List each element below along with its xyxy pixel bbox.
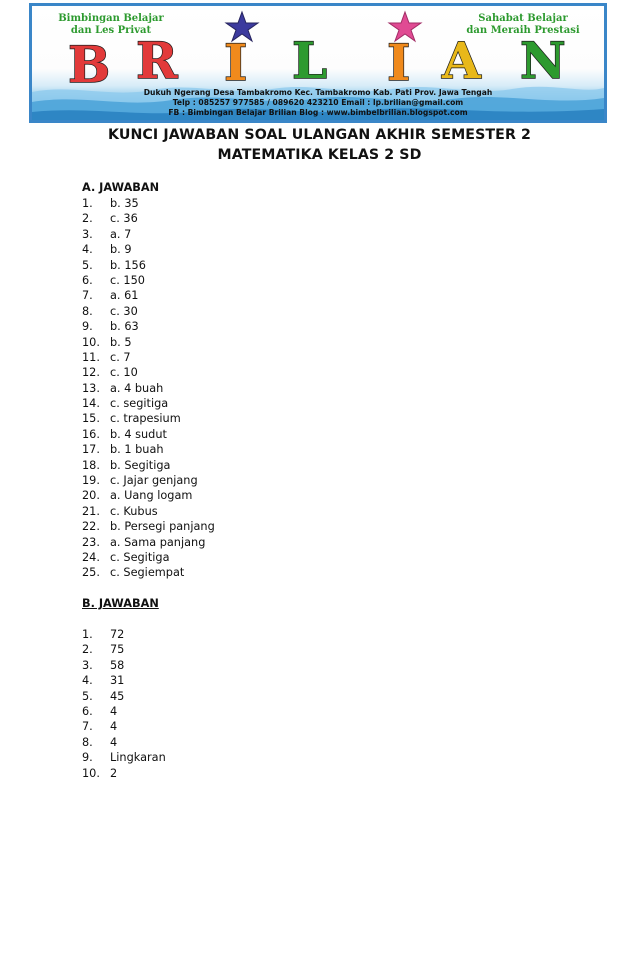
- list-item: [82, 258, 215, 273]
- item-answer: c. 30: [110, 304, 138, 318]
- contact-phone-email: Telp : 085257 977585 / 089620 423210 Email : lp.brilian@gmail.com: [172, 98, 464, 107]
- list-item: [82, 365, 215, 380]
- list-item: [82, 427, 215, 442]
- section-a-answer-list: [82, 196, 215, 581]
- item-number: 19.: [82, 474, 100, 488]
- list-item: [82, 319, 215, 334]
- item-answer: 4: [110, 704, 118, 718]
- brand-letter-i: I: [224, 33, 248, 90]
- list-item: [82, 242, 215, 257]
- item-number: 7.: [82, 720, 93, 734]
- item-answer: a. 61: [110, 289, 139, 303]
- list-item: [82, 396, 215, 411]
- brand-letter-b: B: [68, 35, 111, 90]
- item-answer: b. 156: [110, 258, 146, 272]
- item-number: 1.: [82, 197, 93, 210]
- item-number: 22.: [82, 520, 100, 534]
- list-item: [82, 535, 215, 550]
- list-item: [82, 442, 215, 457]
- tagline-right-line-1: Sahabat Belajar: [478, 13, 568, 24]
- item-number: 20.: [82, 489, 100, 503]
- item-number: 10.: [82, 335, 100, 349]
- item-number: 25.: [82, 566, 100, 580]
- list-item: [82, 381, 215, 396]
- item-number: 21.: [82, 504, 100, 518]
- item-answer: c. Segiempat: [110, 566, 185, 580]
- item-number: 6.: [82, 273, 93, 287]
- item-number: 5.: [82, 689, 93, 703]
- item-answer: 75: [110, 643, 125, 657]
- list-item: [82, 704, 166, 719]
- item-number: 15.: [82, 412, 100, 426]
- brand-letter-l: L: [292, 31, 328, 90]
- item-answer: c. Kubus: [110, 504, 158, 518]
- item-answer: 2: [110, 766, 118, 780]
- item-number: 2.: [82, 212, 93, 226]
- document-subtitle: MATEMATIKA KELAS 2 SD: [217, 147, 422, 163]
- item-answer: 72: [110, 628, 125, 641]
- item-answer: 58: [110, 658, 125, 672]
- item-number: 16.: [82, 427, 100, 441]
- list-item: [82, 304, 215, 319]
- item-answer: c. 10: [110, 366, 138, 380]
- item-answer: c. 7: [110, 350, 131, 364]
- item-answer: 31: [110, 674, 125, 688]
- list-item: [82, 473, 215, 488]
- brand-letter-i-2: I: [387, 33, 411, 90]
- item-answer: 4: [110, 720, 118, 734]
- item-number: 8.: [82, 304, 93, 318]
- list-item: [82, 488, 215, 503]
- list-item: [82, 689, 166, 704]
- item-number: 10.: [82, 766, 100, 780]
- header-banner: [29, 3, 607, 123]
- list-item: [82, 766, 166, 781]
- list-item: [82, 550, 215, 565]
- item-answer: c. segitiga: [110, 397, 169, 411]
- item-answer: c. Jajar genjang: [110, 474, 198, 488]
- list-item: [82, 642, 166, 657]
- list-item: [82, 458, 215, 473]
- item-number: 14.: [82, 397, 100, 411]
- item-number: 12.: [82, 366, 100, 380]
- list-item: [82, 673, 166, 688]
- brand-letter-r: R: [136, 31, 178, 90]
- item-number: 6.: [82, 704, 93, 718]
- list-item: [82, 273, 215, 288]
- list-item: [82, 335, 215, 350]
- item-answer: b. 1 buah: [110, 443, 164, 457]
- item-answer: c. Segitiga: [110, 550, 170, 564]
- section-b-heading: B. JAWABAN: [82, 597, 159, 610]
- list-item: [82, 350, 215, 365]
- list-item: [82, 735, 166, 750]
- list-item: [82, 719, 166, 734]
- item-answer: b. 63: [110, 320, 139, 334]
- item-answer: b. Persegi panjang: [110, 520, 215, 534]
- item-number: 4.: [82, 243, 93, 257]
- item-answer: a. Sama panjang: [110, 535, 206, 549]
- tagline-left-line-1: Bimbingan Belajar: [58, 13, 164, 24]
- item-number: 23.: [82, 535, 100, 549]
- list-item: [82, 565, 215, 580]
- brilian-logo: [32, 6, 604, 90]
- brand-letter-n: N: [520, 31, 566, 90]
- item-number: 9.: [82, 751, 93, 765]
- section-b-answer-list: [82, 627, 166, 781]
- item-number: 9.: [82, 320, 93, 334]
- document-title: KUNCI JAWABAN SOAL ULANGAN AKHIR SEMESTER 2: [107, 127, 532, 143]
- item-number: 8.: [82, 735, 93, 749]
- item-number: 3.: [82, 658, 93, 672]
- item-answer: b. Segitiga: [110, 458, 171, 472]
- list-item: [82, 196, 215, 211]
- item-number: 7.: [82, 289, 93, 303]
- item-answer: b. 35: [110, 197, 139, 210]
- item-number: 13.: [82, 381, 100, 395]
- contact-fb-blog: FB : Bimbingan Belajar Brilian Blog : www.bimbelbrilian.blogspot.com: [168, 108, 468, 117]
- list-item: [82, 658, 166, 673]
- item-number: 2.: [82, 643, 93, 657]
- section-a-heading: A. JAWABAN: [82, 181, 160, 194]
- item-answer: 45: [110, 689, 125, 703]
- tagline-left-line-2: dan Les Privat: [70, 25, 152, 36]
- list-item: [82, 627, 166, 642]
- list-item: [82, 504, 215, 519]
- item-number: 4.: [82, 674, 93, 688]
- list-item: [82, 227, 215, 242]
- item-number: 18.: [82, 458, 100, 472]
- contact-info: [32, 88, 604, 118]
- list-item: [82, 519, 215, 534]
- item-answer: c. 36: [110, 212, 138, 226]
- item-number: 3.: [82, 227, 93, 241]
- item-number: 11.: [82, 350, 100, 364]
- list-item: [82, 288, 215, 303]
- item-answer: 4: [110, 735, 118, 749]
- item-number: 5.: [82, 258, 93, 272]
- item-answer: b. 5: [110, 335, 132, 349]
- item-answer: a. 7: [110, 227, 132, 241]
- tagline-right-line-2: dan Meraih Prestasi: [466, 25, 580, 36]
- item-answer: a. Uang logam: [110, 489, 193, 503]
- contact-address: Dukuh Ngerang Desa Tambakromo Kec. Tambakromo Kab. Pati Prov. Jawa Tengah: [143, 88, 493, 97]
- item-answer: Lingkaran: [110, 751, 166, 765]
- list-item: [82, 211, 215, 226]
- list-item: [82, 750, 166, 765]
- item-number: 24.: [82, 550, 100, 564]
- brand-letter-a: A: [442, 31, 481, 90]
- item-number: 1.: [82, 628, 93, 641]
- list-item: [82, 411, 215, 426]
- item-answer: a. 4 buah: [110, 381, 164, 395]
- item-answer: b. 9: [110, 243, 132, 257]
- item-answer: c. trapesium: [110, 412, 181, 426]
- item-answer: c. 150: [110, 273, 145, 287]
- item-number: 17.: [82, 443, 100, 457]
- item-answer: b. 4 sudut: [110, 427, 167, 441]
